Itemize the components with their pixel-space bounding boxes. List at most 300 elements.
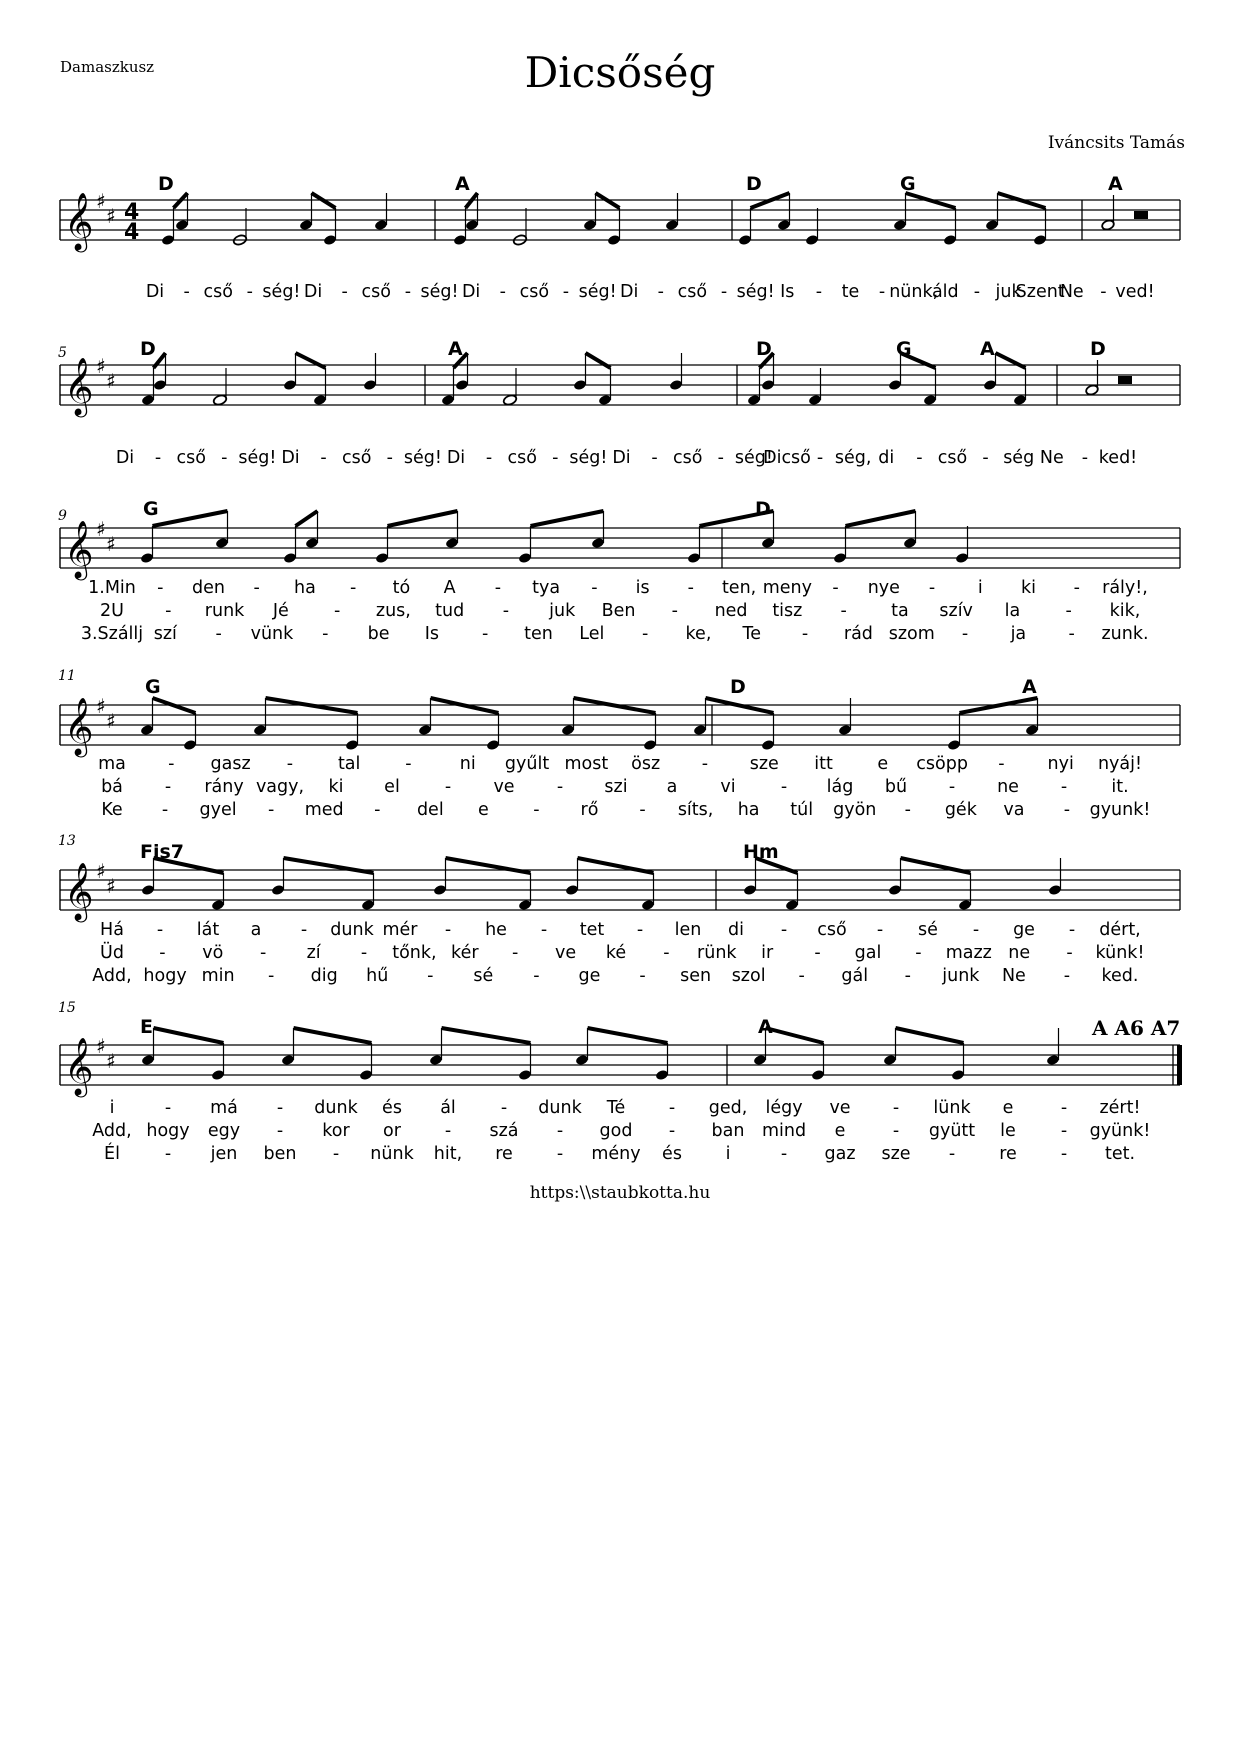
lyric-syllable: ir	[761, 943, 774, 963]
lyric-hyphen: -	[444, 920, 452, 940]
lyric-syllable: Él	[104, 1144, 120, 1164]
lyric-hyphen: -	[701, 754, 709, 774]
lyric-hyphen: -	[164, 777, 172, 797]
lyric-syllable: ban	[711, 1121, 745, 1141]
lyric-hyphen: -	[276, 1121, 284, 1141]
lyric-syllable: túl	[790, 800, 814, 820]
lyric-syllable: dért,	[1099, 920, 1141, 940]
lyric-hyphen: -	[1060, 1098, 1068, 1118]
lyric-hyphen: -	[904, 966, 911, 986]
chord-symbol: A	[758, 1016, 773, 1038]
lyric-syllable: gal	[854, 943, 882, 963]
lyric-syllable: Di	[620, 282, 639, 302]
chord-symbol: D	[1090, 338, 1106, 360]
lyric-hyphen: -	[482, 624, 489, 644]
lyric-hyphen: -	[916, 448, 923, 468]
lyric-hyphen: -	[639, 966, 646, 986]
lyric-hyphen: -	[801, 624, 809, 644]
lyric-syllable: ség!	[578, 282, 617, 302]
lyric-hyphen: -	[876, 920, 884, 940]
lyric-hyphen: -	[300, 920, 308, 940]
lyric-hyphen: -	[267, 800, 275, 820]
lyric-hyphen: -	[668, 1121, 676, 1141]
lyric-syllable: zus,	[375, 601, 411, 621]
lyric-syllable: tőnk,	[392, 943, 437, 963]
lyric-syllable: künk!	[1095, 943, 1145, 963]
lyric-hyphen: -	[156, 920, 164, 940]
lyric-hyphen: -	[815, 282, 823, 302]
final-bar-thick	[1177, 1045, 1182, 1085]
lyric-syllable: ge	[578, 966, 601, 986]
treble-clef-icon: 𝄞	[64, 1037, 94, 1095]
lyric-syllable: i	[725, 1144, 731, 1164]
lyric-hyphen: -	[556, 777, 564, 797]
lyric-syllable: gyunk!	[1089, 800, 1151, 820]
lyric-syllable: Jé	[272, 601, 289, 621]
lyric-syllable: cső	[507, 448, 537, 468]
treble-clef-icon: 𝄞	[64, 192, 94, 250]
lyric-syllable: hogy	[143, 966, 187, 986]
lyric-syllable: Ne	[1001, 966, 1026, 986]
lyric-syllable: szív	[939, 601, 973, 621]
lyric-syllable: Add,	[92, 1121, 132, 1141]
lyric-syllable: ge	[1013, 920, 1035, 940]
lyric-syllable: szom	[888, 624, 935, 644]
treble-clef-icon: 𝄞	[64, 697, 94, 755]
lyric-hyphen: -	[215, 624, 222, 644]
lyric-hyphen: -	[1066, 943, 1073, 963]
style-label: Damaszkusz	[60, 58, 155, 76]
lyric-hyphen: -	[246, 282, 253, 302]
lyric-syllable: sen	[680, 966, 712, 986]
lyric-hyphen: -	[780, 777, 788, 797]
lyric-hyphen: -	[892, 1121, 900, 1141]
lyric-hyphen: -	[798, 966, 805, 986]
measure-number: 5	[58, 345, 67, 361]
lyric-syllable: i	[109, 1098, 115, 1118]
lyric-syllable: be	[367, 624, 390, 644]
lyric-syllable: gyel	[199, 800, 237, 820]
lyric-syllable: dunk	[330, 920, 374, 940]
chord-symbol: A A6 A7	[1092, 1016, 1181, 1040]
lyric-hyphen: -	[164, 1098, 172, 1118]
lyric-hyphen: -	[1063, 800, 1071, 820]
measure-number: 9	[58, 508, 67, 524]
lyric-syllable: rád	[843, 624, 873, 644]
lyric-hyphen: -	[928, 578, 936, 598]
lyric-syllable: meny	[762, 578, 812, 598]
lyric-syllable: tet.	[1104, 1144, 1136, 1164]
lyric-syllable: cső	[341, 448, 372, 468]
lyric-hyphen: -	[161, 800, 169, 820]
lyric-syllable: te	[841, 282, 860, 302]
lyric-syllable: rő	[580, 800, 599, 820]
lyric-syllable: nyáj!	[1097, 754, 1143, 774]
lyric-syllable: cső	[203, 282, 233, 302]
lyric-syllable: dunk	[314, 1098, 358, 1118]
lyric-hyphen: -	[1073, 578, 1080, 598]
chord-symbol: G	[143, 498, 159, 520]
lyric-syllable: gyön	[833, 800, 877, 820]
lyric-hyphen: -	[540, 920, 548, 940]
lyric-syllable: a	[250, 920, 262, 940]
lyric-syllable: ség!	[420, 282, 459, 302]
lyric-syllable: ha	[737, 800, 760, 820]
lyric-syllable: ni	[459, 754, 476, 774]
lyric-syllable: zí	[306, 943, 321, 963]
chord-symbol: D	[746, 173, 762, 195]
lyric-hyphen: -	[502, 601, 510, 621]
lyric-syllable: vagy,	[255, 777, 305, 797]
lyric-syllable: le	[1000, 1121, 1016, 1141]
lyric-hyphen: -	[973, 282, 981, 302]
note	[1046, 1028, 1060, 1066]
lyric-syllable: sé	[918, 920, 938, 940]
lyric-hyphen: -	[816, 448, 824, 468]
lyric-hyphen: -	[687, 578, 695, 598]
treble-clef-icon: 𝄞	[64, 357, 94, 415]
lyric-syllable: den	[191, 578, 225, 598]
lyric-syllable: juk	[549, 601, 576, 621]
lyric-hyphen: -	[499, 282, 506, 302]
lyric-syllable: ged,	[708, 1098, 748, 1118]
lyric-hyphen: -	[720, 282, 728, 302]
note	[575, 1028, 589, 1066]
lyric-syllable: Ne	[1039, 448, 1064, 468]
lyric-hyphen: -	[668, 1098, 676, 1118]
lyric-hyphen: -	[157, 578, 164, 598]
lyric-syllable: ál	[440, 1098, 456, 1118]
lyric-syllable: zért!	[1099, 1098, 1141, 1118]
composer-name: Iváncsits Tamás	[1047, 133, 1185, 153]
lyric-syllable: vi	[720, 777, 736, 797]
lyric-syllable: Is	[424, 624, 440, 644]
lyric-syllable: cső	[519, 282, 550, 302]
lyric-syllable: hit,	[433, 1144, 463, 1164]
lyric-hyphen: -	[485, 448, 493, 468]
chord-symbol: G	[900, 173, 916, 195]
lyric-hyphen: -	[427, 966, 434, 986]
lyric-hyphen: -	[286, 754, 294, 774]
lyric-syllable: és	[382, 1098, 402, 1118]
lyric-syllable: dig	[310, 966, 338, 986]
lyric-syllable: szol	[731, 966, 766, 986]
chord-symbol: G	[145, 676, 161, 698]
lyric-syllable: rály!,	[1102, 578, 1148, 598]
lyric-syllable: ked.	[1101, 966, 1139, 986]
lyric-syllable: tet	[579, 920, 605, 940]
chord-symbol: D	[756, 338, 772, 360]
lyric-syllable: Üd	[100, 943, 124, 963]
lyric-hyphen: -	[948, 1144, 956, 1164]
lyric-syllable: kik,	[1109, 601, 1141, 621]
lyric-syllable: tya	[532, 578, 561, 598]
lyric-syllable: ne	[1008, 943, 1031, 963]
chord-symbol: E	[140, 1016, 153, 1038]
lyric-syllable: nyi	[1047, 754, 1074, 774]
lyric-syllable: gaz	[824, 1144, 856, 1164]
lyric-hyphen: -	[1100, 282, 1107, 302]
lyric-syllable: is	[635, 578, 650, 598]
lyric-hyphen: -	[350, 578, 357, 598]
lyric-hyphen: -	[341, 282, 348, 302]
lyric-syllable: Lel	[579, 624, 605, 644]
lyric-syllable: len	[674, 920, 702, 940]
lyric-syllable: i	[977, 578, 983, 598]
lyric-syllable: gál	[841, 966, 869, 986]
lyric-syllable: ség,	[834, 448, 872, 468]
measure-number: 15	[58, 1000, 76, 1016]
lyric-syllable: szá	[489, 1121, 519, 1141]
lyric-syllable: Ke	[101, 800, 123, 820]
lyric-hyphen: -	[780, 1144, 788, 1164]
lyric-hyphen: -	[636, 920, 644, 940]
lyric-syllable: di	[728, 920, 744, 940]
lyric-hyphen: -	[183, 282, 190, 302]
note	[883, 1028, 897, 1066]
sharp-icon: ♯	[106, 1049, 116, 1073]
lyric-syllable: ved!	[1115, 282, 1155, 302]
treble-clef-icon: 𝄞	[64, 520, 94, 578]
lyric-syllable: má	[210, 1098, 238, 1118]
lyric-syllable: or	[383, 1121, 401, 1141]
lyric-hyphen: -	[320, 448, 327, 468]
lyric-syllable: kér	[451, 943, 479, 963]
lyric-syllable: Szent	[1015, 282, 1065, 302]
chord-symbol: Fis7	[140, 841, 185, 863]
lyric-hyphen: -	[322, 624, 329, 644]
lyric-hyphen: -	[814, 943, 821, 963]
sharp-icon: ♯	[106, 369, 116, 393]
lyric-syllable: cső	[677, 282, 708, 302]
lyric-syllable: el	[384, 777, 400, 797]
lyric-syllable: gyünk!	[1089, 1121, 1151, 1141]
lyric-syllable: del	[416, 800, 444, 820]
lyric-syllable: Di	[281, 448, 300, 468]
lyric-syllable: it.	[1111, 777, 1129, 797]
lyric-syllable: lág	[826, 777, 854, 797]
lyric-syllable: tó	[392, 578, 411, 598]
lyric-hyphen: -	[552, 448, 559, 468]
lyric-hyphen: -	[1060, 1144, 1068, 1164]
lyric-syllable: re	[495, 1144, 513, 1164]
lyric-syllable: ke,	[685, 624, 712, 644]
lyric-hyphen: -	[332, 1144, 340, 1164]
lyric-syllable: hogy	[146, 1121, 190, 1141]
lyric-syllable: god	[599, 1121, 633, 1141]
lyric-hyphen: -	[780, 920, 788, 940]
lyric-syllable: Ben	[601, 601, 636, 621]
page-title: Dicsőség	[524, 48, 716, 97]
lyric-syllable: zunk.	[1101, 624, 1149, 644]
lyric-syllable: gyütt	[928, 1121, 976, 1141]
lyric-hyphen: -	[972, 920, 980, 940]
lyric-hyphen: -	[832, 578, 839, 598]
lyric-hyphen: -	[1060, 777, 1068, 797]
lyric-syllable: tal	[337, 754, 361, 774]
lyric-syllable: dunk	[538, 1098, 582, 1118]
lyric-syllable: nünk,	[889, 282, 939, 302]
lyric-hyphen: -	[556, 1144, 564, 1164]
lyric-syllable: Di	[303, 282, 323, 302]
sharp-icon: ♯	[106, 874, 116, 898]
lyric-syllable: ja	[1010, 624, 1027, 644]
lyric-syllable: 3.Szállj	[80, 624, 144, 644]
lyric-hyphen: -	[221, 448, 228, 468]
lyric-hyphen: -	[267, 966, 275, 986]
lyric-syllable: ben	[263, 1144, 297, 1164]
lyric-hyphen: -	[591, 578, 598, 598]
lyric-hyphen: -	[641, 624, 649, 644]
lyric-hyphen: -	[915, 943, 922, 963]
lyric-syllable: A	[443, 578, 456, 598]
chord-symbol: A	[1108, 173, 1123, 195]
lyric-hyphen: -	[154, 448, 162, 468]
lyric-syllable: ség!	[734, 448, 773, 468]
chord-symbol: A	[980, 338, 995, 360]
lyric-hyphen: -	[556, 1121, 564, 1141]
chord-symbol: G	[896, 338, 912, 360]
lyric-syllable: gyűlt	[504, 754, 550, 774]
lyric-syllable: és	[662, 1144, 682, 1164]
chord-symbol: A	[448, 338, 463, 360]
lyric-hyphen: -	[512, 943, 519, 963]
lyric-hyphen: -	[562, 282, 570, 302]
lyric-hyphen: -	[374, 800, 381, 820]
lyric-syllable: ség!	[403, 448, 442, 468]
lyric-syllable: Add,	[92, 966, 132, 986]
lyric-syllable: bű	[884, 777, 908, 797]
lyric-syllable: tud	[435, 601, 465, 621]
lyric-syllable: ned	[714, 601, 748, 621]
lyric-hyphen: -	[1060, 1121, 1068, 1141]
lyric-hyphen: -	[444, 777, 452, 797]
lyric-hyphen: -	[533, 800, 540, 820]
lyric-syllable: cső	[672, 448, 703, 468]
sharp-icon: ♯	[96, 1034, 106, 1058]
lyric-hyphen: -	[260, 943, 267, 963]
chord-symbol: D	[755, 498, 771, 520]
lyric-syllable: cső	[817, 920, 847, 940]
lyric-syllable: ve	[829, 1098, 851, 1118]
sharp-icon: ♯	[106, 709, 116, 733]
lyric-hyphen: -	[168, 754, 175, 774]
lyric-hyphen: -	[1068, 920, 1076, 940]
lyric-syllable: jen	[210, 1144, 238, 1164]
lyric-hyphen: -	[404, 282, 412, 302]
lyric-syllable: Di	[145, 282, 165, 302]
time-signature-bottom: 4	[124, 220, 140, 245]
lyric-syllable: junk	[942, 966, 980, 986]
footer-url: https:\\staubkotta.hu	[529, 1183, 711, 1203]
lyric-syllable: min	[201, 966, 235, 986]
lyric-syllable: szí	[153, 624, 177, 644]
lyric-hyphen: -	[360, 943, 368, 963]
chord-symbol: A	[455, 173, 470, 195]
lyric-syllable: runk	[204, 601, 245, 621]
lyric-syllable: e	[834, 1121, 846, 1141]
lyric-hyphen: -	[663, 943, 670, 963]
lyric-syllable: ség!	[569, 448, 608, 468]
lyric-hyphen: -	[253, 578, 260, 598]
lyric-hyphen: -	[494, 578, 502, 598]
sharp-icon: ♯	[96, 189, 106, 213]
lyric-syllable: most	[564, 754, 609, 774]
lyric-hyphen: -	[165, 601, 172, 621]
lyric-syllable: he	[485, 920, 507, 940]
lyric-syllable: ség!	[736, 282, 775, 302]
lyric-syllable: di	[878, 448, 895, 468]
measure-number: 11	[58, 668, 76, 684]
note	[429, 1028, 443, 1066]
lyric-hyphen: -	[159, 943, 166, 963]
sharp-icon: ♯	[96, 517, 106, 541]
lyric-syllable: kor	[322, 1121, 350, 1141]
time-signature-top: 4	[124, 200, 140, 225]
lyric-syllable: Is	[780, 282, 795, 302]
lyric-syllable: hű	[366, 966, 389, 986]
lyric-syllable: mind	[761, 1121, 807, 1141]
lyric-syllable: csöpp	[916, 754, 968, 774]
lyric-syllable: Dicső	[763, 448, 811, 468]
lyric-syllable: légy	[765, 1098, 803, 1118]
lyric-syllable: ség	[1003, 448, 1035, 468]
sharp-icon: ♯	[96, 859, 106, 883]
lyric-syllable: ki	[328, 777, 344, 797]
lyric-syllable: ség!	[262, 282, 301, 302]
lyric-syllable: a	[666, 777, 678, 797]
lyric-hyphen: -	[639, 800, 646, 820]
lyric-hyphen: -	[671, 601, 678, 621]
lyric-syllable: ve	[493, 777, 515, 797]
measure-number: 13	[58, 833, 76, 849]
lyric-syllable: ked!	[1098, 448, 1138, 468]
chord-symbol: D	[140, 338, 156, 360]
sharp-icon: ♯	[106, 204, 116, 228]
lyric-syllable: ösz	[631, 754, 661, 774]
lyric-syllable: mér	[382, 920, 418, 940]
lyric-hyphen: -	[998, 754, 1005, 774]
lyric-syllable: e	[1002, 1098, 1014, 1118]
lyric-hyphen: -	[982, 448, 989, 468]
lyric-syllable: la	[1004, 601, 1021, 621]
lyric-syllable: tisz	[772, 601, 803, 621]
lyric-hyphen: -	[444, 1121, 452, 1141]
lyric-hyphen: -	[878, 282, 886, 302]
chord-symbol: A	[1022, 676, 1037, 698]
lyric-syllable: ha	[294, 578, 316, 598]
lyric-hyphen: -	[276, 1098, 284, 1118]
lyric-syllable: cső	[937, 448, 968, 468]
lyric-syllable: Di	[612, 448, 631, 468]
lyric-syllable: mazz	[945, 943, 992, 963]
lyric-syllable: Té	[606, 1098, 626, 1118]
lyric-syllable: áld	[931, 282, 959, 302]
lyric-syllable: sze	[881, 1144, 911, 1164]
lyric-hyphen: -	[1063, 966, 1071, 986]
lyric-syllable: lát	[196, 920, 220, 940]
chord-symbol: D	[158, 173, 174, 195]
lyric-hyphen: -	[1068, 624, 1075, 644]
lyric-hyphen: -	[892, 1098, 900, 1118]
lyric-syllable: ten	[524, 624, 553, 644]
sharp-icon: ♯	[96, 694, 106, 718]
chord-symbol: D	[730, 676, 746, 698]
sharp-icon: ♯	[96, 354, 106, 378]
lyric-syllable: ten,	[721, 578, 757, 598]
lyric-syllable: vünk	[250, 624, 294, 644]
lyric-syllable: ma	[98, 754, 126, 774]
